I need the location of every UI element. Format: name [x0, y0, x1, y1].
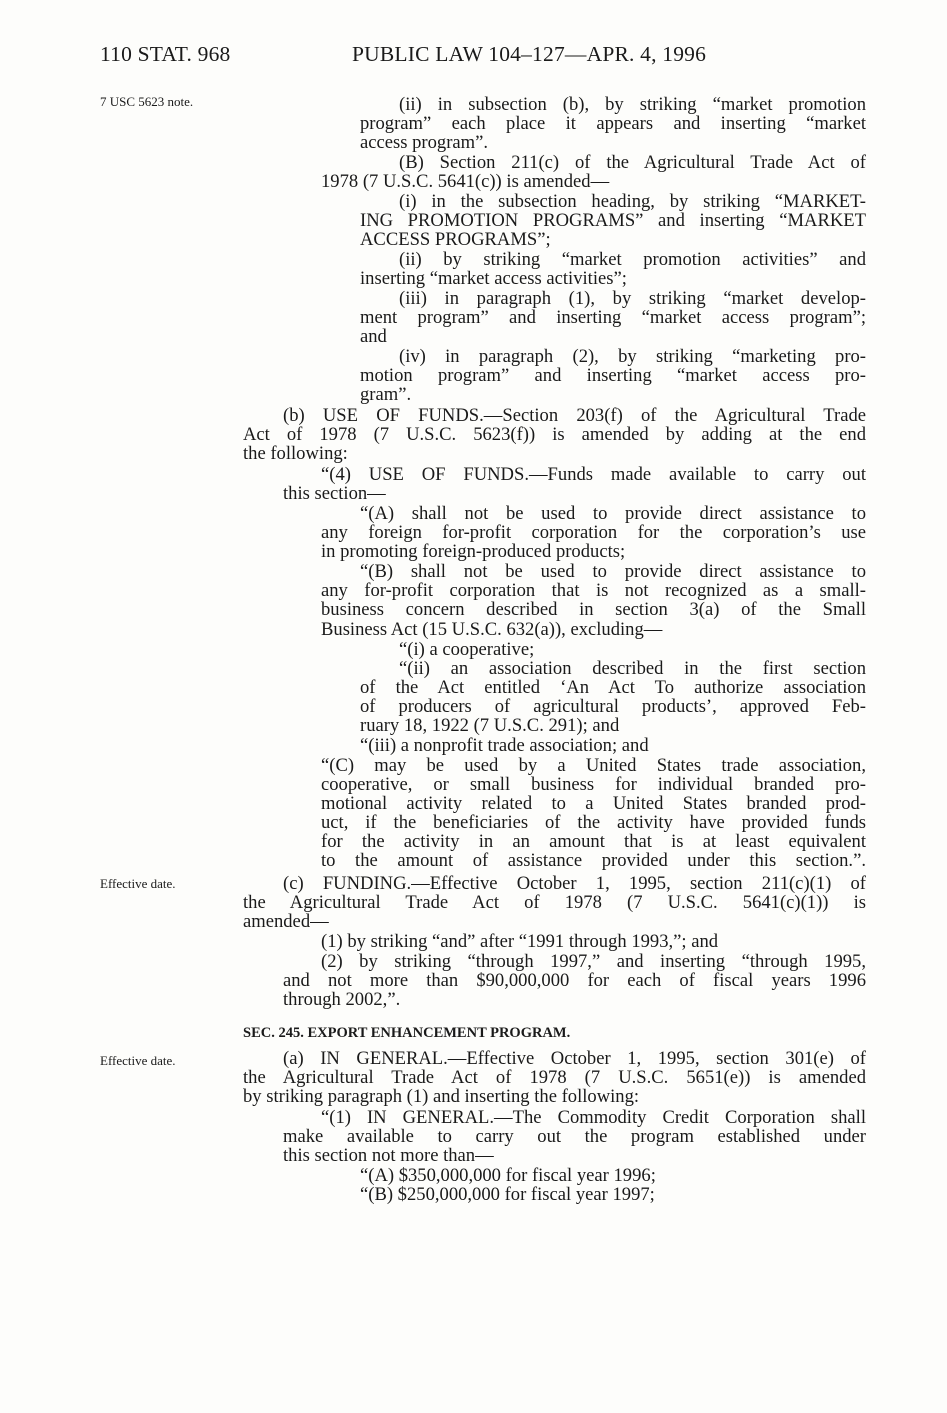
text-line: ment program” and inserting “market access program”; — [360, 307, 866, 328]
text-line: the Agricultural Trade Act of 1978 (7 U.S.C. 5651(e)) is amended — [243, 1067, 866, 1088]
text-line: for the activity in an amount that is at least equivalent — [321, 831, 866, 852]
text-line: program” each place it appears and inserting “market — [360, 113, 866, 134]
text-line: to the amount of assistance provided under this section.”. — [321, 850, 866, 871]
margin-note-usc: 7 USC 5623 note. — [100, 94, 194, 109]
text-line: cooperative, or small business for individual branded pro- — [321, 774, 866, 795]
text-line: the Agricultural Trade Act of 1978 (7 U.S.C. 5641(c)(1)) is — [243, 892, 866, 913]
text-line: (i) in the subsection heading, by striking “MARKET- — [399, 191, 866, 212]
text-line: through 2002,”. — [283, 989, 401, 1010]
text-line: ACCESS PROGRAMS”; — [360, 229, 551, 250]
text-line: of the Act entitled ‘An Act To authorize association — [360, 677, 866, 698]
text-line: (b) USE OF FUNDS.—Section 203(f) of the Agricultural Trade — [283, 405, 866, 426]
text-line: Business Act (15 U.S.C. 632(a)), excluding— — [321, 619, 663, 640]
text-line: “(C) may be used by a United States trade association, — [321, 755, 866, 776]
text-line: any for-profit corporation that is not recognized as a small- — [321, 580, 866, 601]
text-line: 1978 (7 U.S.C. 5641(c)) is amended— — [321, 171, 610, 192]
text-line: “(i) a cooperative; — [399, 639, 535, 660]
text-line: uct, if the beneficiaries of the activity have provided funds — [321, 812, 866, 833]
text-line: inserting “market access activities”; — [360, 268, 627, 289]
section-heading: SEC. 245. EXPORT ENHANCEMENT PROGRAM. — [243, 1025, 571, 1041]
text-line: of producers of agricultural products’, approved Feb- — [360, 696, 866, 717]
text-line: gram”. — [360, 384, 412, 405]
text-line: motion program” and inserting “market access pro- — [360, 365, 866, 386]
text-line: (B) Section 211(c) of the Agricultural Trade Act of — [399, 152, 866, 173]
text-line: access program”. — [360, 132, 489, 153]
text-line: amended— — [243, 911, 329, 932]
text-line: (iii) in paragraph (1), by striking “market develop- — [399, 288, 866, 309]
text-line: ruary 18, 1922 (7 U.S.C. 291); and — [360, 715, 620, 736]
running-header-title: PUBLIC LAW 104–127—APR. 4, 1996 — [352, 42, 707, 66]
text-line: Act of 1978 (7 U.S.C. 5623(f)) is amended by adding at the end — [243, 424, 866, 445]
text-line: “(iii) a nonprofit trade association; and — [360, 735, 649, 756]
text-line: any foreign for-profit corporation for the corporation’s use — [321, 522, 866, 543]
text-line: “(B) shall not be used to provide direct assistance to — [360, 561, 866, 582]
text-line: “(ii) an association described in the first section — [399, 658, 866, 679]
text-line: in promoting foreign-produced products; — [321, 541, 626, 562]
text-line: (c) FUNDING.—Effective October 1, 1995, section 211(c)(1) of — [283, 873, 866, 894]
text-line: “(A) shall not be used to provide direct assistance to — [360, 503, 866, 524]
text-line: this section— — [283, 483, 386, 504]
text-line: (a) IN GENERAL.—Effective October 1, 1995, section 301(e) of — [283, 1048, 866, 1069]
text-line: (iv) in paragraph (2), by striking “marketing pro- — [399, 346, 866, 367]
text-line: “(4) USE OF FUNDS.—Funds made available to carry out — [321, 464, 866, 485]
text-line: “(A) $350,000,000 for fiscal year 1996; — [360, 1165, 656, 1186]
text-line: make available to carry out the program established under — [283, 1126, 866, 1147]
margin-note-effective-date: Effective date. — [100, 1053, 176, 1068]
text-line: “(B) $250,000,000 for fiscal year 1997; — [360, 1184, 655, 1205]
text-line: this section not more than— — [283, 1145, 494, 1166]
text-line: and not more than $90,000,000 for each of fiscal years 1996 — [283, 970, 866, 991]
text-line: business concern described in section 3(a) of the Small — [321, 599, 866, 620]
text-line: motional activity related to a United States branded prod- — [321, 793, 866, 814]
text-line: (ii) by striking “market promotion activities” and — [399, 249, 866, 270]
text-line: and — [360, 326, 387, 347]
margin-note-effective-date: Effective date. — [100, 876, 176, 891]
text-line: “(1) IN GENERAL.—The Commodity Credit Corporation shall — [321, 1107, 866, 1128]
text-line: the following: — [243, 443, 348, 464]
text-line: (ii) in subsection (b), by striking “market promotion — [399, 94, 866, 115]
text-line: (2) by striking “through 1997,” and inserting “through 1995, — [321, 951, 866, 972]
text-line: (1) by striking “and” after “1991 through 1993,”; and — [321, 931, 719, 952]
stat-page-reference: 110 STAT. 968 — [100, 42, 231, 66]
text-line: by striking paragraph (1) and inserting the following: — [243, 1086, 640, 1107]
text-line: ING PROMOTION PROGRAMS” and inserting “MARKET — [360, 210, 866, 231]
